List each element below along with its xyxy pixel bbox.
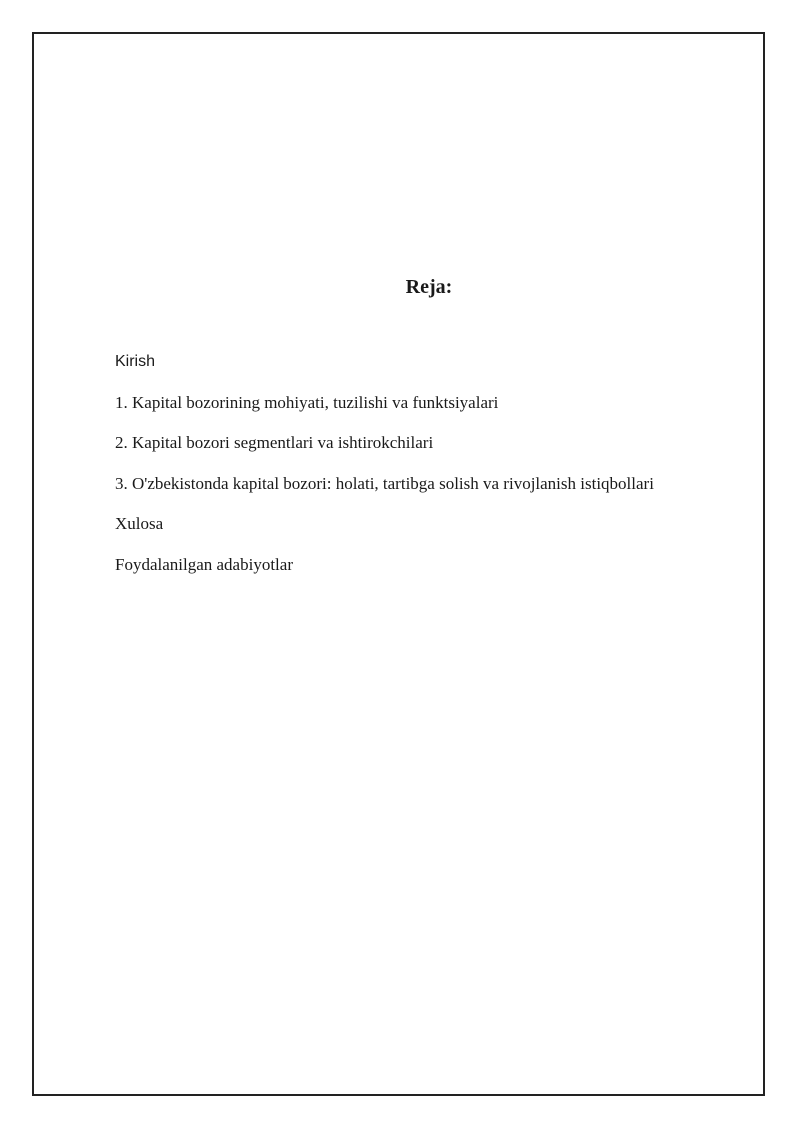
page-title: Reja: [405,276,453,298]
toc-item-references: Foydalanilgan adabiyotlar [115,554,293,574]
toc-item-kirish: Kirish [115,353,156,370]
toc-item-xulosa: Xulosa [115,514,164,534]
toc-item-section-1: 1. Kapital bozorining mohiyati, tuzilishi va funktsiyalari [115,392,499,412]
toc-item-section-2: 2. Kapital bozori segmentlari va ishtirokchilari [115,433,434,453]
table-of-contents [115,350,654,594]
toc-item-section-3: 3. O'zbekistonda kapital bozori: holati, tartibga solish va rivojlanish istiqbollari [115,473,654,493]
